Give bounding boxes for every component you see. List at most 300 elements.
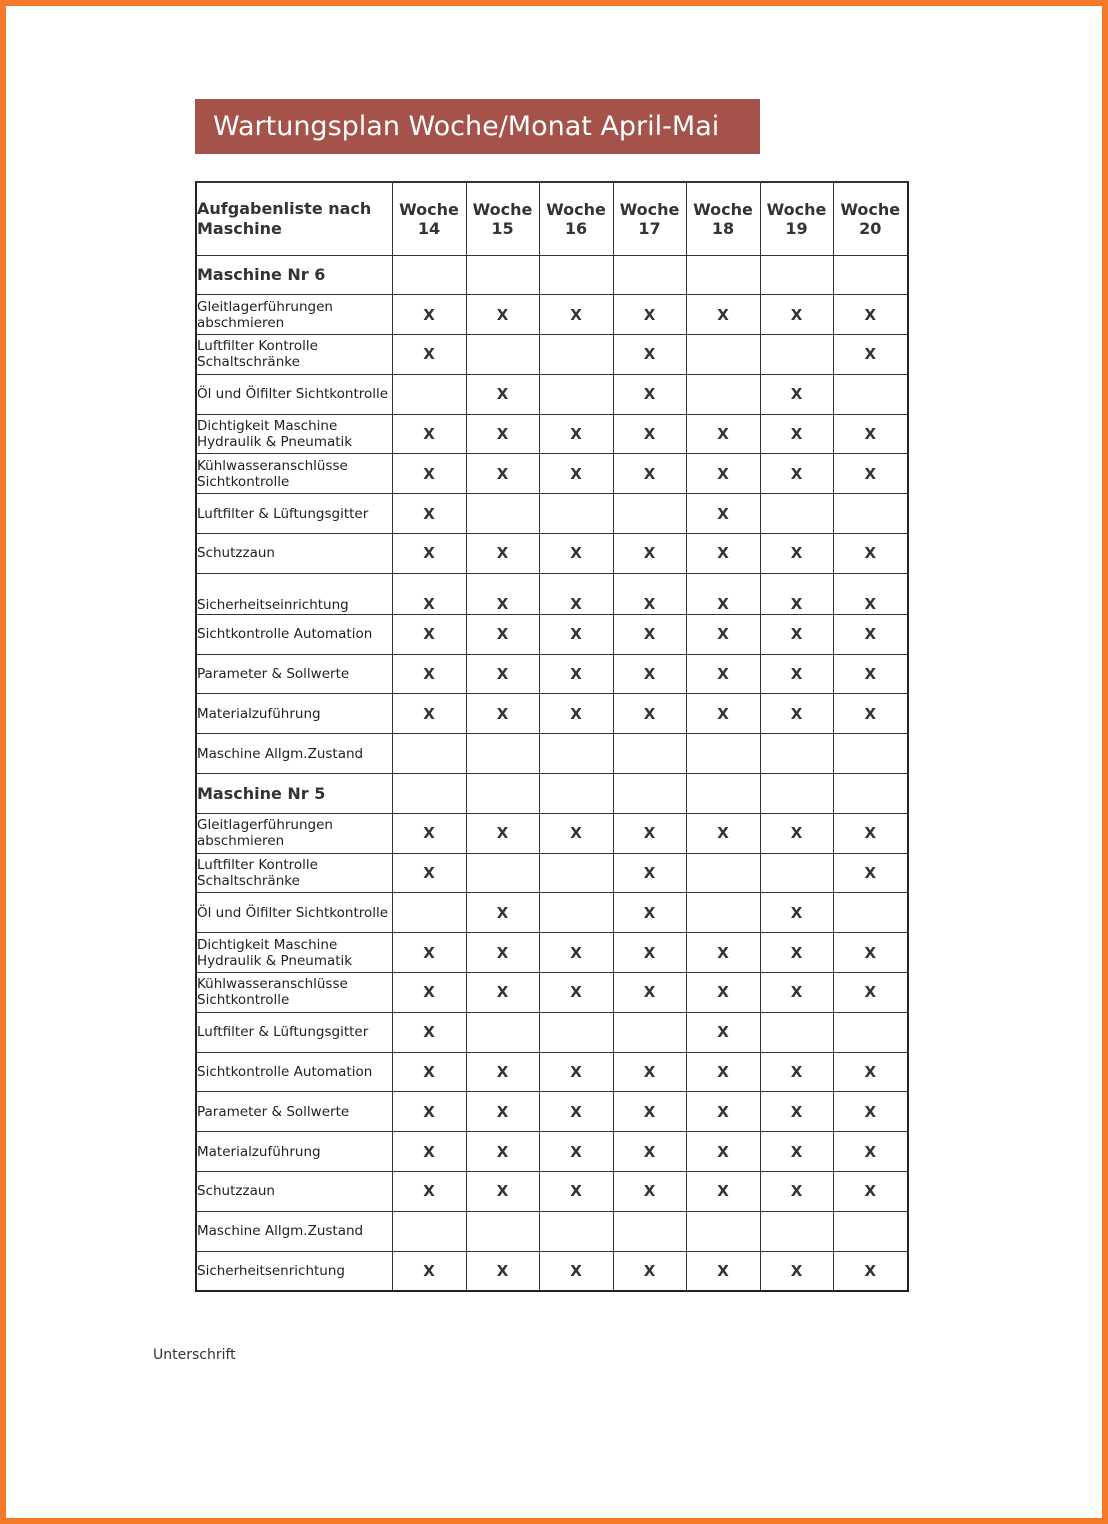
- check-mark: X: [496, 903, 509, 922]
- week-cell: [392, 414, 466, 454]
- week-cell: [392, 694, 466, 734]
- week-cell: [392, 853, 466, 893]
- week-cell: [613, 614, 686, 654]
- week-cell: [760, 1012, 833, 1052]
- check-mark: X: [864, 345, 877, 364]
- week-cell: [466, 1211, 539, 1251]
- check-mark: X: [790, 1142, 803, 1161]
- check-mark: X: [570, 983, 582, 1002]
- check-mark: X: [717, 983, 729, 1002]
- header-week-5: [760, 182, 833, 255]
- week-cell: [466, 774, 539, 814]
- check-mark: X: [570, 1102, 582, 1121]
- task-label: [196, 1052, 392, 1092]
- check-mark: X: [643, 594, 656, 613]
- week-cell: [833, 573, 908, 614]
- header-week-label: Woche: [546, 199, 606, 219]
- task-label: [196, 1172, 392, 1212]
- week-cell: [539, 255, 613, 295]
- week-cell: [760, 694, 833, 734]
- week-cell: [760, 734, 833, 774]
- week-cell: [539, 1012, 613, 1052]
- task-label: [196, 573, 392, 614]
- check-mark: X: [864, 824, 877, 843]
- week-cell: [466, 1092, 539, 1132]
- table-row: [196, 1251, 908, 1291]
- task-label: [196, 1211, 392, 1251]
- week-cell: [686, 654, 760, 694]
- week-cell: [833, 1211, 908, 1251]
- week-cell: [760, 1132, 833, 1172]
- check-mark: X: [423, 665, 435, 684]
- week-cell: [466, 694, 539, 734]
- week-cell: [613, 255, 686, 295]
- task-label: [196, 1012, 392, 1052]
- week-cell: [613, 494, 686, 534]
- week-cell: [686, 893, 760, 933]
- check-mark: X: [717, 305, 729, 324]
- check-mark: X: [864, 864, 877, 883]
- week-cell: [686, 1132, 760, 1172]
- week-cell: [760, 893, 833, 933]
- week-cell: [760, 374, 833, 414]
- week-cell: [392, 734, 466, 774]
- week-cell: [392, 1211, 466, 1251]
- header-week-number: 15: [491, 218, 514, 238]
- check-mark: X: [423, 425, 435, 444]
- check-mark: X: [864, 1102, 877, 1121]
- week-cell: [686, 534, 760, 574]
- row-label-text: Schutzzaun: [197, 545, 275, 562]
- week-cell: [539, 734, 613, 774]
- check-mark: X: [643, 625, 656, 644]
- week-cell: [539, 454, 613, 494]
- check-mark: X: [717, 1182, 729, 1201]
- header-week-label: Woche: [472, 199, 533, 219]
- check-mark: X: [790, 425, 803, 444]
- row-label-text: Luftfilter & Lüftungsgitter: [197, 1024, 369, 1041]
- week-cell: [466, 295, 539, 335]
- task-label: [196, 414, 392, 454]
- check-mark: X: [423, 1023, 435, 1042]
- check-mark: X: [570, 305, 582, 324]
- week-cell: [466, 853, 539, 893]
- week-cell: [613, 534, 686, 574]
- table-row: [196, 335, 908, 375]
- table-row: [196, 1052, 908, 1092]
- header-task-column: Aufgabenliste nach Maschine: [196, 182, 392, 255]
- check-mark: X: [570, 544, 582, 563]
- header-week-number: 16: [564, 218, 588, 238]
- week-cell: [392, 295, 466, 335]
- row-label-text: Luftfilter & Lüftungsgitter: [197, 505, 369, 522]
- row-label-text: Sichtkontrolle Automation: [197, 1064, 373, 1081]
- check-mark: X: [423, 594, 435, 613]
- row-label-text: Sichtkontrolle Automation: [197, 626, 373, 643]
- check-mark: X: [643, 983, 656, 1002]
- check-mark: X: [717, 1102, 729, 1121]
- week-cell: [760, 494, 833, 534]
- week-cell: [539, 774, 613, 814]
- week-cell: [833, 374, 908, 414]
- week-cell: [539, 295, 613, 335]
- week-cell: [686, 614, 760, 654]
- check-mark: X: [423, 1063, 435, 1082]
- week-cell: [466, 534, 539, 574]
- week-cell: [833, 295, 908, 335]
- check-mark: X: [423, 864, 435, 883]
- week-cell: [686, 1092, 760, 1132]
- check-mark: X: [496, 704, 509, 723]
- check-mark: X: [423, 345, 435, 364]
- week-cell: [613, 1052, 686, 1092]
- task-label: [196, 1132, 392, 1172]
- week-cell: [392, 573, 466, 614]
- week-cell: [539, 614, 613, 654]
- header-week-0: [392, 182, 466, 255]
- week-cell: [466, 734, 539, 774]
- task-label: [196, 534, 392, 574]
- week-cell: [466, 973, 539, 1013]
- week-cell: [392, 1251, 466, 1291]
- table-row: [196, 1172, 908, 1212]
- week-cell: [833, 813, 908, 853]
- check-mark: X: [790, 824, 803, 843]
- check-mark: X: [496, 983, 509, 1002]
- week-cell: [760, 534, 833, 574]
- week-cell: [760, 295, 833, 335]
- week-cell: [686, 1251, 760, 1291]
- task-label: [196, 335, 392, 375]
- check-mark: X: [790, 903, 803, 922]
- check-mark: X: [864, 425, 877, 444]
- week-cell: [392, 1132, 466, 1172]
- table-row: [196, 734, 908, 774]
- check-mark: X: [864, 464, 877, 483]
- check-mark: X: [717, 1142, 729, 1161]
- table-row: [196, 853, 908, 893]
- row-label-text: Maschine Allgm.Zustand: [197, 745, 364, 762]
- table-row: [196, 454, 908, 494]
- check-mark: X: [643, 1102, 656, 1121]
- week-cell: [392, 973, 466, 1013]
- table-row: [196, 1211, 908, 1251]
- week-cell: [760, 853, 833, 893]
- check-mark: X: [643, 943, 656, 962]
- week-cell: [613, 1211, 686, 1251]
- check-mark: X: [643, 464, 656, 483]
- task-label: [196, 654, 392, 694]
- week-cell: [833, 654, 908, 694]
- task-label: [196, 614, 392, 654]
- week-cell: [686, 1052, 760, 1092]
- check-mark: X: [570, 704, 582, 723]
- check-mark: X: [570, 1063, 582, 1082]
- check-mark: X: [717, 824, 729, 843]
- check-mark: X: [717, 425, 729, 444]
- week-cell: [539, 813, 613, 853]
- week-cell: [539, 573, 613, 614]
- table-row: [196, 933, 908, 973]
- week-cell: [466, 1251, 539, 1291]
- check-mark: X: [423, 305, 435, 324]
- task-label: [196, 1251, 392, 1291]
- page-title: Wartungsplan Woche/Monat April-Mai: [195, 99, 760, 154]
- check-mark: X: [643, 665, 656, 684]
- check-mark: X: [496, 1063, 509, 1082]
- check-mark: X: [643, 1261, 656, 1280]
- week-cell: [686, 295, 760, 335]
- week-cell: [833, 933, 908, 973]
- table-row: [196, 534, 908, 574]
- week-cell: [833, 734, 908, 774]
- task-label: [196, 853, 392, 893]
- week-cell: [466, 654, 539, 694]
- check-mark: X: [717, 544, 729, 563]
- header-week-number: 19: [785, 218, 808, 238]
- section-row: [196, 774, 908, 814]
- week-cell: [760, 454, 833, 494]
- week-cell: [392, 454, 466, 494]
- check-mark: X: [496, 544, 509, 563]
- table-row: [196, 614, 908, 654]
- header-week-number: 18: [711, 218, 735, 238]
- table-row: [196, 973, 908, 1013]
- week-cell: [392, 1092, 466, 1132]
- check-mark: X: [717, 625, 729, 644]
- header-week-6: [833, 182, 908, 255]
- task-label: [196, 374, 392, 414]
- check-mark: X: [717, 1023, 729, 1042]
- check-mark: X: [864, 1142, 877, 1161]
- check-mark: X: [570, 594, 582, 613]
- header-week-3: [613, 182, 686, 255]
- week-cell: [833, 1092, 908, 1132]
- maintenance-table: [195, 181, 909, 1292]
- week-cell: [539, 1172, 613, 1212]
- week-cell: [539, 1132, 613, 1172]
- check-mark: X: [423, 983, 435, 1002]
- week-cell: [466, 335, 539, 375]
- week-cell: [466, 813, 539, 853]
- table-row: [196, 1092, 908, 1132]
- week-cell: [613, 694, 686, 734]
- check-mark: X: [496, 305, 509, 324]
- week-cell: [613, 295, 686, 335]
- week-cell: [613, 893, 686, 933]
- check-mark: X: [643, 305, 656, 324]
- check-mark: X: [643, 544, 656, 563]
- week-cell: [613, 973, 686, 1013]
- week-cell: [539, 374, 613, 414]
- week-cell: [613, 774, 686, 814]
- week-cell: [539, 1211, 613, 1251]
- week-cell: [686, 774, 760, 814]
- check-mark: X: [570, 1142, 582, 1161]
- check-mark: X: [864, 943, 877, 962]
- check-mark: X: [864, 983, 877, 1002]
- check-mark: X: [423, 704, 435, 723]
- header-week-label: Woche: [399, 199, 459, 219]
- week-cell: [613, 933, 686, 973]
- week-cell: [613, 1132, 686, 1172]
- check-mark: X: [570, 464, 582, 483]
- check-mark: X: [643, 1142, 656, 1161]
- week-cell: [539, 494, 613, 534]
- row-label-text: Materialzuführung: [197, 1143, 321, 1160]
- week-cell: [613, 813, 686, 853]
- check-mark: X: [643, 345, 656, 364]
- task-label: [196, 933, 392, 973]
- row-label-text: Öl und Ölfilter Sichtkontrolle: [197, 386, 389, 403]
- task-label: [196, 694, 392, 734]
- week-cell: [392, 893, 466, 933]
- week-cell: [833, 1132, 908, 1172]
- week-cell: [686, 933, 760, 973]
- task-label: [196, 813, 392, 853]
- header-week-label: Woche: [840, 199, 901, 219]
- week-cell: [760, 973, 833, 1013]
- week-cell: [833, 454, 908, 494]
- week-cell: [613, 374, 686, 414]
- week-cell: [392, 534, 466, 574]
- week-cell: [686, 1172, 760, 1212]
- task-label: [196, 973, 392, 1013]
- week-cell: [686, 454, 760, 494]
- week-cell: [466, 1172, 539, 1212]
- task-label: [196, 494, 392, 534]
- check-mark: X: [643, 903, 656, 922]
- check-mark: X: [717, 504, 729, 523]
- row-label-text: Parameter & Sollwerte: [197, 1103, 350, 1120]
- check-mark: X: [496, 1182, 509, 1201]
- task-label: [196, 1092, 392, 1132]
- check-mark: X: [790, 305, 803, 324]
- week-cell: [686, 813, 760, 853]
- week-cell: [686, 694, 760, 734]
- table-row: [196, 573, 908, 614]
- header-row: [196, 182, 908, 255]
- check-mark: X: [717, 464, 729, 483]
- row-label-text: Luftfilter Kontrolle Schaltschränke: [197, 857, 318, 890]
- week-cell: [613, 335, 686, 375]
- week-cell: [392, 654, 466, 694]
- week-cell: [466, 1132, 539, 1172]
- table-row: [196, 1132, 908, 1172]
- table-row: [196, 813, 908, 853]
- row-label-text: Kühlwasseranschlüsse Sichtkontrolle: [197, 976, 348, 1009]
- week-cell: [613, 734, 686, 774]
- check-mark: X: [864, 1182, 877, 1201]
- row-label-text: Sicherheitsenrichtung: [197, 1262, 345, 1279]
- table-row: [196, 374, 908, 414]
- week-cell: [613, 414, 686, 454]
- table-row: [196, 654, 908, 694]
- week-cell: [392, 1052, 466, 1092]
- table-row: [196, 1012, 908, 1052]
- check-mark: X: [643, 824, 656, 843]
- check-mark: X: [570, 425, 582, 444]
- week-cell: [833, 414, 908, 454]
- check-mark: X: [423, 625, 435, 644]
- row-label-text: Öl und Ölfilter Sichtkontrolle: [197, 904, 389, 921]
- week-cell: [686, 1012, 760, 1052]
- check-mark: X: [496, 1261, 509, 1280]
- check-mark: X: [864, 305, 877, 324]
- check-mark: X: [496, 943, 509, 962]
- check-mark: X: [496, 824, 509, 843]
- check-mark: X: [790, 1182, 803, 1201]
- week-cell: [833, 853, 908, 893]
- week-cell: [833, 694, 908, 734]
- week-cell: [833, 614, 908, 654]
- task-label: [196, 454, 392, 494]
- week-cell: [466, 414, 539, 454]
- check-mark: X: [790, 1102, 803, 1121]
- week-cell: [613, 1092, 686, 1132]
- row-label-text: Dichtigkeit Maschine Hydraulik & Pneumatik: [197, 936, 353, 969]
- week-cell: [466, 933, 539, 973]
- check-mark: X: [423, 544, 435, 563]
- week-cell: [466, 893, 539, 933]
- check-mark: X: [790, 625, 803, 644]
- header-week-4: [686, 182, 760, 255]
- check-mark: X: [496, 1142, 509, 1161]
- check-mark: X: [570, 1182, 582, 1201]
- check-mark: X: [423, 824, 435, 843]
- check-mark: X: [790, 385, 803, 404]
- week-cell: [613, 1251, 686, 1291]
- week-cell: [686, 335, 760, 375]
- table-row: [196, 494, 908, 534]
- check-mark: X: [423, 1182, 435, 1201]
- row-label-text: Sicherheitseinrichtung: [197, 596, 349, 613]
- table-row: [196, 414, 908, 454]
- row-label-text: Schutzzaun: [197, 1183, 275, 1200]
- week-cell: [466, 454, 539, 494]
- week-cell: [760, 813, 833, 853]
- row-label-text: Maschine Nr 6: [197, 265, 326, 285]
- week-cell: [466, 1052, 539, 1092]
- week-cell: [539, 973, 613, 1013]
- week-cell: [760, 614, 833, 654]
- check-mark: X: [496, 625, 509, 644]
- week-cell: [760, 654, 833, 694]
- week-cell: [686, 573, 760, 614]
- check-mark: X: [790, 704, 803, 723]
- week-cell: [760, 255, 833, 295]
- check-mark: X: [790, 464, 803, 483]
- signature-label: Unterschrift: [153, 1347, 236, 1363]
- week-cell: [760, 933, 833, 973]
- header-week-number: 20: [859, 218, 882, 238]
- week-cell: [613, 654, 686, 694]
- check-mark: X: [790, 983, 803, 1002]
- check-mark: X: [423, 1102, 435, 1121]
- week-cell: [613, 1172, 686, 1212]
- week-cell: [613, 454, 686, 494]
- week-cell: [613, 1012, 686, 1052]
- header-week-label: Woche: [766, 199, 827, 219]
- week-cell: [466, 614, 539, 654]
- check-mark: X: [864, 665, 877, 684]
- row-label-text: Luftfilter Kontrolle Schaltschränke: [197, 338, 318, 371]
- week-cell: [686, 1211, 760, 1251]
- week-cell: [833, 534, 908, 574]
- week-cell: [833, 1012, 908, 1052]
- row-label-text: Materialzuführung: [197, 705, 321, 722]
- check-mark: X: [864, 1063, 877, 1082]
